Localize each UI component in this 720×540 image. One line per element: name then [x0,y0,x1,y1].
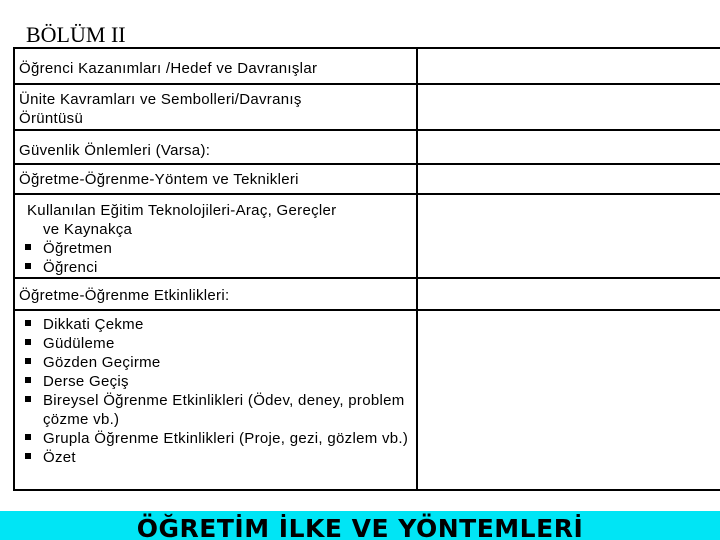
table-row [14,310,720,490]
table-row [14,194,720,278]
teknoloji-list [19,239,412,277]
table-row [14,164,720,194]
etkinlik-list-cell [14,310,417,490]
list-item-text: Gözden Geçirme [43,354,161,371]
etkinlik-title-value-cell[interactable] [417,278,720,310]
lesson-plan-table [13,47,720,491]
list-item [19,391,412,429]
bullet-icon [25,396,31,402]
guvenlik-text: Güvenlik Önlemleri (Varsa): [19,142,211,159]
list-item-text: Güdüleme [43,335,115,352]
list-item [19,239,412,258]
table-row [14,278,720,310]
title-banner: ÖĞRETİM İLKE VE YÖNTEMLERİ [0,511,720,540]
teknoloji-line-2: ve Kaynakça [43,221,133,238]
list-item-text: Özet [43,449,76,466]
list-item-text: Derse Geçiş [43,373,129,390]
teknoloji-value-cell[interactable] [417,194,720,278]
table-row [14,84,720,130]
kazanimlar-text: Öğrenci Kazanımları /Hedef ve Davranışlar [19,60,318,77]
list-item [19,315,412,334]
kazanimlar-label [14,48,417,84]
etkinlik-list [19,315,412,467]
section-title: BÖLÜM II [26,22,126,47]
list-item-text: Bireysel Öğrenme Etkinlikleri (Ödev, deney, problem çözme vb.) [43,392,405,428]
etkinlik-title-text: Öğretme-Öğrenme Etkinlikleri: [19,287,230,304]
bullet-icon [25,434,31,440]
unite-value-cell[interactable] [417,84,720,130]
etkinlik-value-cell[interactable] [417,310,720,490]
etkinlik-title-label [14,278,417,310]
list-item-text: Öğrenci [43,259,98,276]
yontem-label [14,164,417,194]
bullet-icon [25,453,31,459]
list-item [19,448,412,467]
list-item-text: Öğretmen [43,240,113,257]
bullet-icon [25,358,31,364]
yontem-value-cell[interactable] [417,164,720,194]
table-row [14,130,720,164]
unite-line-2: Örüntüsü [19,110,84,127]
unite-label [14,84,417,130]
list-item-text: Dikkati Çekme [43,316,144,333]
list-item [19,353,412,372]
bullet-icon [25,263,31,269]
bullet-icon [25,377,31,383]
bullet-icon [25,339,31,345]
guvenlik-value-cell[interactable] [417,130,720,164]
list-item [19,429,412,448]
unite-line-1: Ünite Kavramları ve Sembolleri/Davranış [19,91,302,108]
kazanimlar-value-cell[interactable] [417,48,720,84]
table-row [14,48,720,84]
guvenlik-label [14,130,417,164]
teknoloji-label [14,194,417,278]
list-item [19,258,412,277]
bullet-icon [25,244,31,250]
bullet-icon [25,320,31,326]
list-item-text: Grupla Öğrenme Etkinlikleri (Proje, gezi, gözlem vb.) [43,430,409,447]
yontem-text: Öğretme-Öğrenme-Yöntem ve Teknikleri [19,171,299,188]
list-item [19,372,412,391]
list-item [19,334,412,353]
teknoloji-line-1: Kullanılan Eğitim Teknolojileri-Araç, Gereçler [27,202,337,219]
